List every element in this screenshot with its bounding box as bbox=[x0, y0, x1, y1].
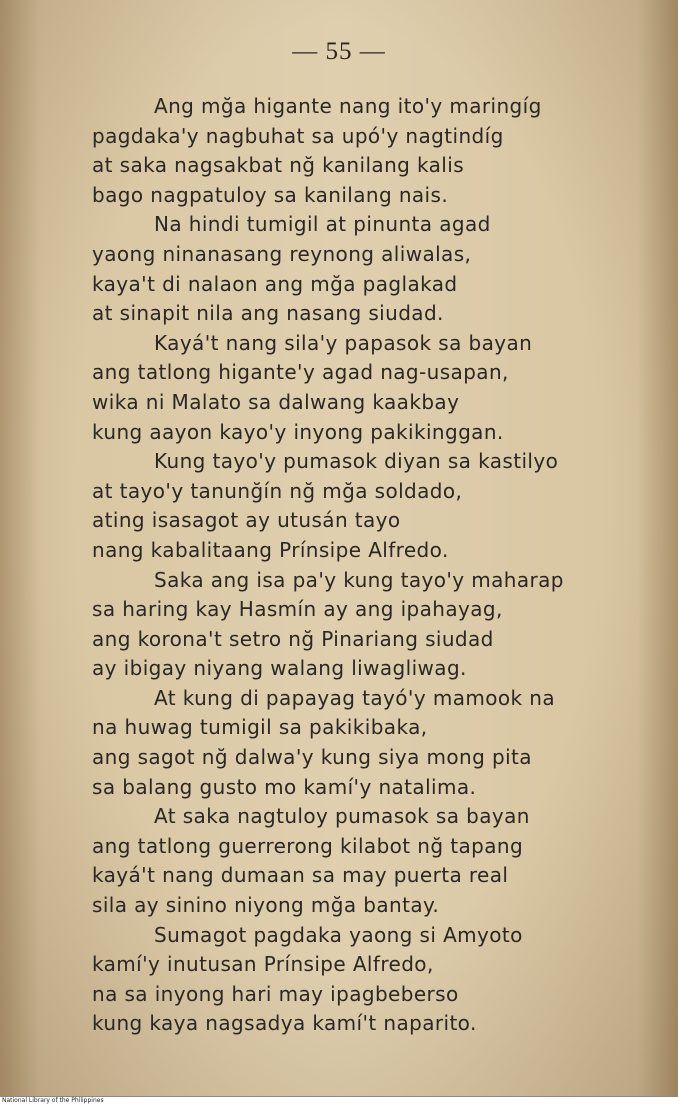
verse-line: nang kabalitaang Prínsipe Alfredo. bbox=[92, 537, 449, 562]
verse-line: kung kaya nagsadya kamí't naparito. bbox=[92, 1011, 477, 1036]
verse-line: at saka nagsakbat nğ kanilang kalis bbox=[92, 153, 465, 178]
verse-line: sila ay sinino niyong mğa bantay. bbox=[92, 893, 440, 918]
verse-line: Kung tayo'y pumasok diyan sa kastilyo bbox=[154, 449, 559, 474]
verse-line: ang korona't setro nğ Pinariang siudad bbox=[92, 626, 494, 651]
verse-line: pagdaka'y nagbuhat sa upó'y nagtindíg bbox=[92, 123, 504, 148]
verse-line: kayá't nang dumaan sa may puerta real bbox=[92, 863, 509, 888]
verse-line: At kung di papayag tayó'y mamook na bbox=[154, 685, 555, 710]
stanza bbox=[92, 921, 652, 1039]
verse-line: kaya't di nalaon ang mğa paglakad bbox=[92, 271, 458, 296]
verse-line: na huwag tumigil sa pakikibaka, bbox=[92, 715, 428, 740]
stanza bbox=[92, 329, 652, 447]
verse-line: sa balang gusto mo kamí'y natalima. bbox=[92, 774, 477, 799]
stanza bbox=[92, 802, 652, 920]
verse-line: kamí'y inutusan Prínsipe Alfredo, bbox=[92, 952, 434, 977]
verse-line: kung aayon kayo'y inyong pakikinggan. bbox=[92, 419, 504, 444]
verse-line: yaong ninanasang reynong aliwalas, bbox=[92, 241, 472, 266]
verse-line: ating isasagot ay utusán tayo bbox=[92, 508, 401, 533]
verse-line: at sinapit nila ang nasang siudad. bbox=[92, 301, 444, 326]
verse-line: ay ibigay niyang walang liwagliwag. bbox=[92, 656, 467, 681]
verse-line: Kayá't nang sila'y papasok sa bayan bbox=[154, 330, 533, 355]
verse-line: wika ni Malato sa dalwang kaakbay bbox=[92, 389, 460, 414]
verse-line: ang tatlong higante'y agad nag-usapan, bbox=[92, 360, 509, 385]
verse-line: Na hindi tumigil at pinunta agad bbox=[154, 212, 491, 237]
verse-line: ang sagot nğ dalwa'y kung siya mong pita bbox=[92, 745, 532, 770]
verse-line: Ang mğa higante nang ito'y maringíg bbox=[154, 94, 542, 118]
verse-line: ang tatlong guerrerong kilabot nğ tapang bbox=[92, 833, 524, 858]
stanza bbox=[92, 210, 652, 328]
verse-line: Saka ang isa pa'y kung tayo'y maharap bbox=[154, 567, 564, 592]
verse-line: At saka nagtuloy pumasok sa bayan bbox=[154, 804, 530, 829]
verse-line: bago nagpatuloy sa kanilang nais. bbox=[92, 182, 449, 207]
stanza bbox=[92, 92, 652, 210]
verse-line: sa haring kay Hasmín ay ang ipahayag, bbox=[92, 597, 503, 622]
verse-line: at tayo'y tanunğín nğ mğa soldado, bbox=[92, 478, 463, 503]
stanza bbox=[92, 566, 652, 684]
page-number: — 55 — bbox=[292, 38, 386, 65]
scan-credit-footer: National Library of the Philippines bbox=[0, 1096, 678, 1103]
verse-line: na sa inyong hari may ipagbeberso bbox=[92, 981, 459, 1006]
verse-line: Sumagot pagdaka yaong si Amyoto bbox=[154, 922, 523, 947]
stanza bbox=[92, 684, 652, 802]
stanza bbox=[92, 447, 652, 565]
poem-body bbox=[92, 92, 652, 1039]
